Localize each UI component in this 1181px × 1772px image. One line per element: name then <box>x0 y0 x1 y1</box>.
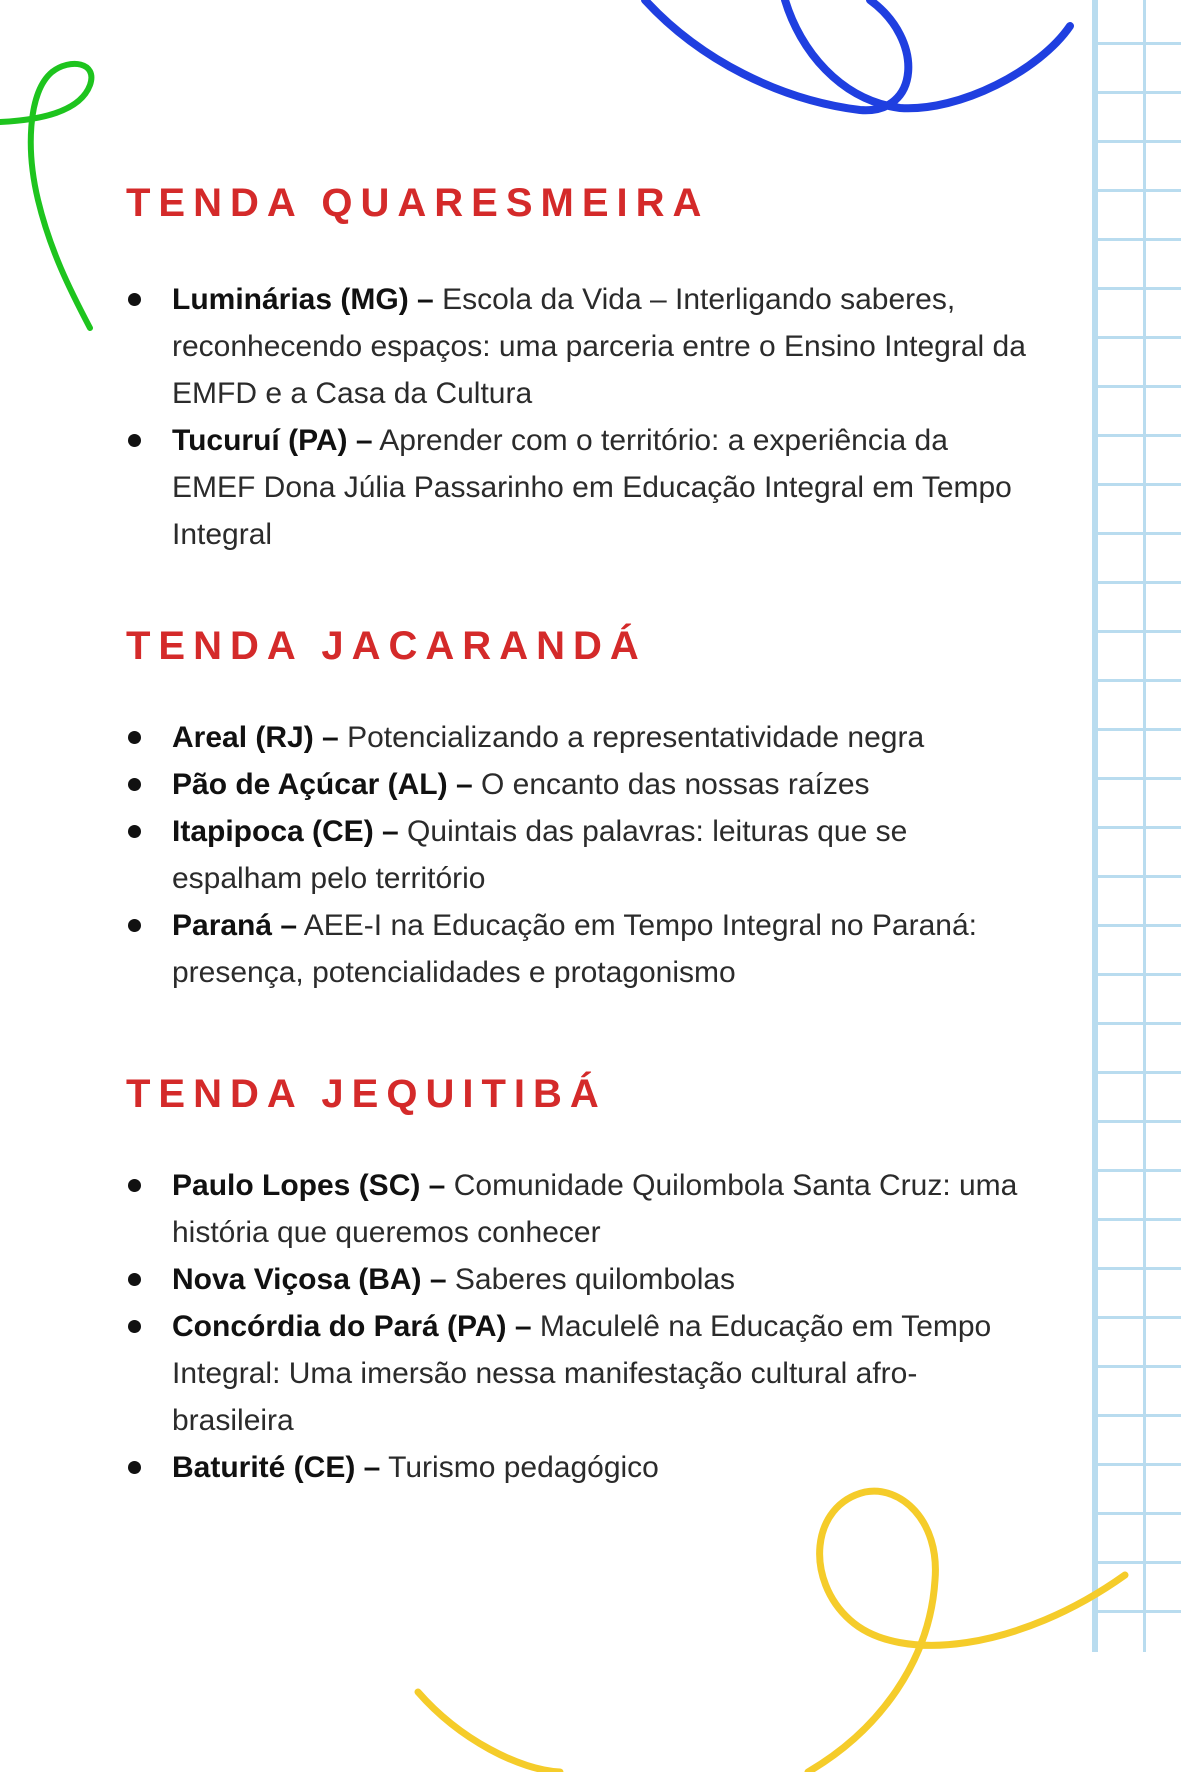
list-item: Areal (RJ) – Potencializando a representatividade negra <box>126 714 1026 761</box>
green-squiggle <box>0 64 91 328</box>
bullet-icon <box>128 1461 141 1474</box>
bullet-icon <box>128 1179 141 1192</box>
blue-squiggle <box>645 0 1070 110</box>
bullet-icon <box>128 1273 141 1286</box>
bullet-icon <box>128 731 141 744</box>
list-item: Nova Viçosa (BA) – Saberes quilombolas <box>126 1256 1026 1303</box>
bullet-icon <box>128 293 141 306</box>
bullet-icon <box>128 434 141 447</box>
list-item: Paulo Lopes (SC) – Comunidade Quilombola Santa Cruz: uma história que queremos conhecer <box>126 1162 1026 1256</box>
list-item: Pão de Açúcar (AL) – O encanto das nossas raízes <box>126 761 1026 808</box>
bullet-icon <box>128 919 141 932</box>
yellow-squiggle <box>418 1491 1125 1772</box>
list-item: Itapipoca (CE) – Quintais das palavras: leituras que se espalham pelo território <box>126 808 1026 902</box>
list-jequitiba <box>126 1162 1026 1491</box>
list-item: Baturité (CE) – Turismo pedagógico <box>126 1444 1026 1491</box>
list-item: Tucuruí (PA) – Aprender com o território: a experiência da EMEF Dona Júlia Passarinho em Educação Integral em Tempo Integral <box>126 417 1026 558</box>
section-title-jacaranda: TENDA JACARANDÁ <box>126 624 647 668</box>
bullet-icon <box>128 825 141 838</box>
section-title-quaresmeira: TENDA QUARESMEIRA <box>126 181 710 225</box>
bullet-icon <box>128 778 141 791</box>
grid-paper-strip <box>1092 0 1181 1652</box>
list-item: Concórdia do Pará (PA) – Maculelê na Educação em Tempo Integral: Uma imersão nessa manifestação cultural afro-brasileira <box>126 1303 1026 1444</box>
section-title-jequitiba: TENDA JEQUITIBÁ <box>126 1072 607 1116</box>
list-jacaranda <box>126 714 1026 996</box>
bullet-icon <box>128 1320 141 1333</box>
list-item: Luminárias (MG) – Escola da Vida – Interligando saberes, reconhecendo espaços: uma parceria entre o Ensino Integral da EMFD e a Casa da Cultura <box>126 276 1026 417</box>
list-quaresmeira <box>126 276 1026 558</box>
list-item: Paraná – AEE-I na Educação em Tempo Integral no Paraná: presença, potencialidades e protagonismo <box>126 902 1026 996</box>
